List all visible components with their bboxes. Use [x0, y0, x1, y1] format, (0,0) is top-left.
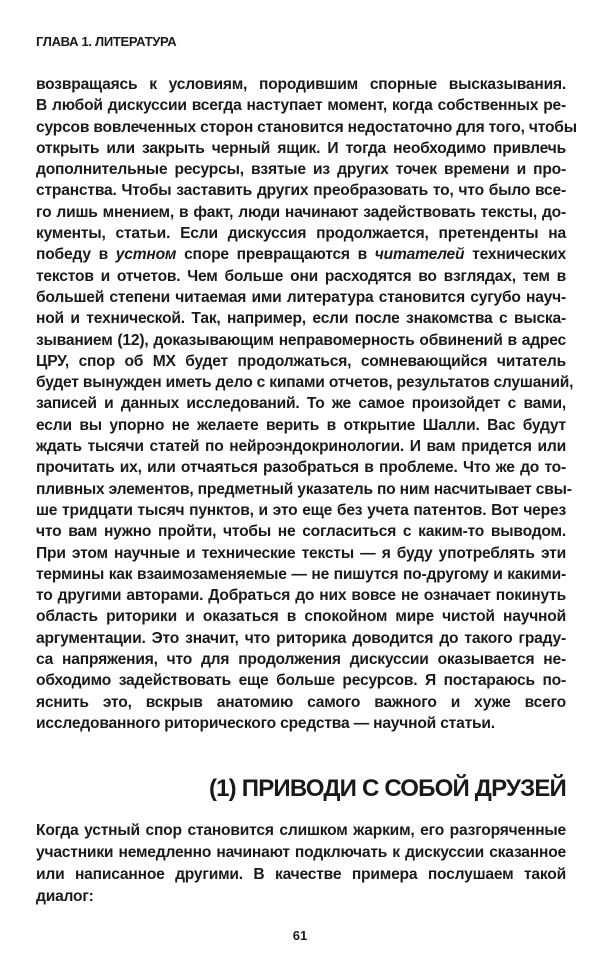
text-segment: диалог:: [36, 888, 94, 905]
text-line: [36, 670, 566, 691]
text-segment: открыть или закрыть черный ящик. И тогда необходимо привлечь: [36, 139, 566, 157]
text-line: [36, 543, 566, 564]
text-line: [36, 842, 566, 864]
text-line: [36, 202, 566, 223]
text-segment: ждать тысячи статей по нейроэндокринологии. И вам придется или: [36, 438, 566, 456]
text-segment: то другими авторами. Добраться до них вовсе не означает покинуть: [36, 587, 566, 605]
text-line: [36, 372, 574, 393]
body-paragraph-2: [36, 820, 566, 908]
text-line: [36, 457, 566, 478]
text-line: [36, 244, 566, 265]
text-line: [36, 606, 566, 627]
text-segment: споре превращаются в: [176, 246, 375, 264]
text-segment: сурсов вовлеченных сторон становится недостаточно для того, чтобы: [36, 118, 577, 136]
page-number: 61: [292, 928, 308, 943]
text-segment: са напряжения, что для продолжения дискуссии оказывается не-: [36, 651, 566, 669]
text-line: [36, 138, 566, 159]
italic-text: устном: [115, 246, 177, 264]
text-segment: термины как взаимозаменяемые — не пишутся по-другому и какими-: [36, 565, 566, 583]
text-line: [36, 864, 566, 886]
text-line: [36, 820, 566, 842]
text-line: [36, 74, 566, 95]
text-line: [36, 585, 566, 606]
text-line: [36, 180, 566, 201]
text-line: [36, 628, 566, 649]
text-segment: прочитать их, или отчаяться разобраться в проблеме. Что же до то-: [36, 459, 566, 477]
text-segment: го лишь мнением, в факт, люди начинают задействовать тексты, до-: [36, 203, 566, 221]
text-segment: что вам нужно пройти, чтобы не согласиться с каким-то выводом.: [36, 523, 566, 541]
text-line: [36, 117, 577, 138]
text-line: [36, 436, 566, 457]
text-segment: возвращаясь к условиям, породившим спорные высказывания.: [36, 76, 566, 93]
text-line: [36, 521, 566, 542]
text-line: [36, 266, 566, 287]
text-line: [36, 159, 566, 180]
text-segment: обходимо задействовать еще больше ресурсов. Я постараюсь по-: [36, 672, 566, 690]
text-line: [36, 308, 566, 329]
text-line: [36, 886, 566, 908]
text-segment: если вы упорно не желаете верить в открытие Шалли. Вас будут: [36, 416, 566, 434]
text-line: [36, 500, 566, 521]
text-segment: записей и данных исследований. То же самое произойдет с вами,: [36, 395, 566, 413]
text-line: [36, 287, 566, 308]
text-line: [36, 415, 566, 436]
text-line: [36, 330, 566, 351]
text-segment: будет вынужден иметь дело с кипами отчетов, результатов слушаний,: [36, 374, 574, 392]
text-segment: ше тридцати тысяч пунктов, и это еще без учета патентов. Вот через: [36, 501, 566, 519]
text-segment: текстов и отчетов. Чем больше они расходятся во взглядах, тем в: [36, 267, 566, 285]
text-line: [36, 479, 572, 500]
text-segment: технических: [464, 246, 566, 264]
text-line: [36, 351, 566, 372]
text-segment: исследованного риторического средства — научной статьи.: [36, 714, 495, 732]
text-segment: странства. Чтобы заставить других преобразовать то, что было все-: [36, 182, 566, 200]
text-segment: Когда устный спор становится слишком жарким, его разгоряченные: [36, 822, 566, 839]
text-line: [36, 393, 566, 414]
text-segment: зыванием (12), доказывающим неправомерность обвинений в адрес: [36, 331, 566, 349]
text-line: [36, 649, 566, 670]
text-segment: дополнительные ресурсы, взятые из других точек времени и про-: [36, 161, 566, 179]
text-segment: или написанное другими. В качестве примера послушаем такой: [36, 866, 566, 883]
text-line: [36, 564, 566, 585]
text-segment: большей степени читаемая ими литература становится сугубо науч-: [36, 288, 566, 306]
text-segment: участники немедленно начинают подключать к дискуссии сказанное: [36, 844, 566, 861]
text-segment: пливных элементов, предметный указатель по ним насчитывает свы-: [36, 480, 572, 498]
text-segment: область риторики и оказаться в спокойном мире чистой научной: [36, 608, 566, 626]
text-line: [36, 95, 566, 116]
text-segment: ной и технической. Так, например, если после знакомства с выска-: [36, 310, 566, 328]
text-segment: кументы, статьи. Если дискуссия продолжается, претенденты на: [36, 225, 566, 243]
text-line: [36, 692, 566, 713]
text-line: [36, 223, 566, 244]
text-segment: победу в: [36, 246, 116, 264]
text-segment: ЦРУ, спор об МХ будет продолжаться, сомневающийся читатель: [36, 352, 566, 370]
text-segment: При этом научные и технические тексты — я буду употреблять эти: [36, 544, 566, 562]
text-segment: В любой дискуссии всегда наступает момент, когда собственных ре-: [36, 97, 566, 115]
section-heading: (1) ПРИВОДИ С СОБОЙ ДРУЗЕЙ: [208, 775, 566, 802]
italic-text: читателей: [374, 246, 465, 264]
body-paragraph-1: [36, 74, 577, 734]
running-head: ГЛАВА 1. ЛИТЕРАТУРА: [36, 34, 177, 49]
text-segment: яснить это, вскрыв анатомию самого важного и хуже всего: [36, 693, 566, 711]
text-segment: аргументации. Это значит, что риторика доводится до такого граду-: [36, 629, 566, 647]
text-line: [36, 713, 566, 734]
